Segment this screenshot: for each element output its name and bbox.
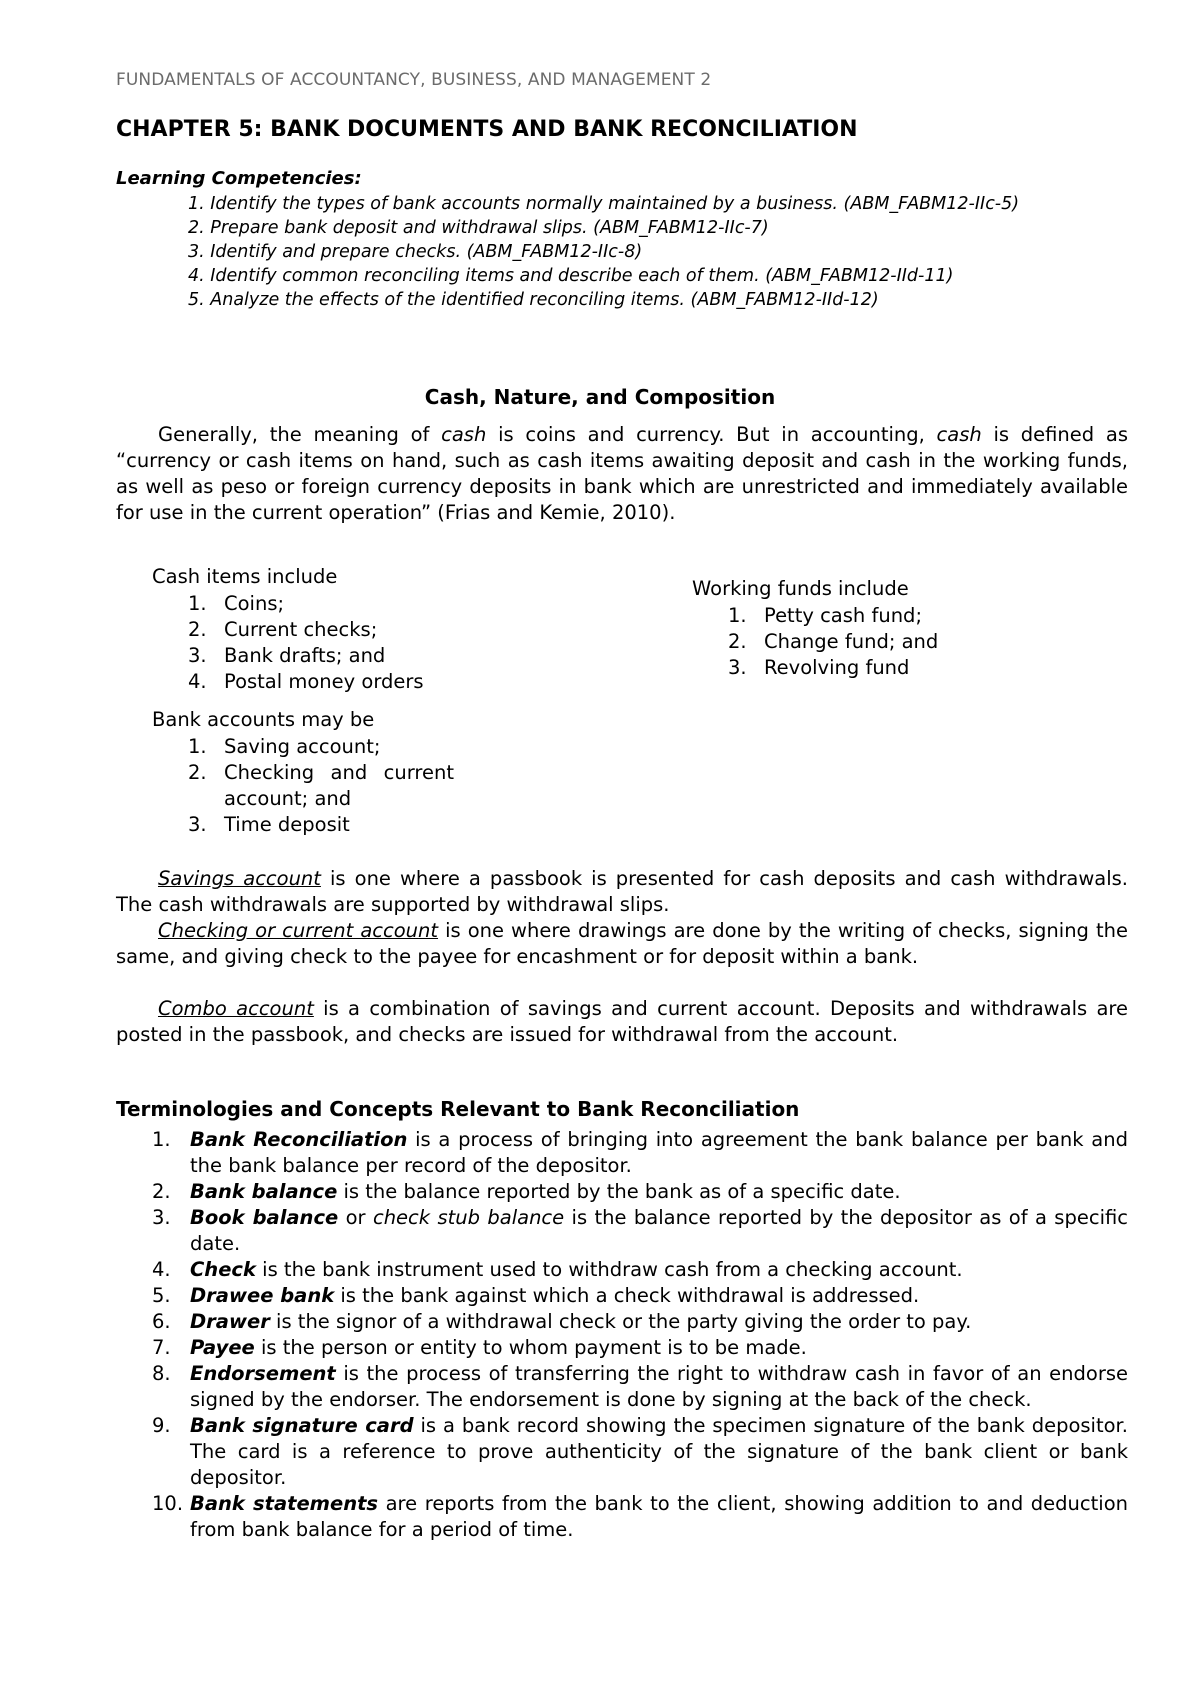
list-item: 7. Payee is the person or entity to whom payment is to be made. bbox=[152, 1336, 807, 1359]
list-item: 3. Revolving fund bbox=[728, 656, 910, 679]
list-item: 3. Time deposit bbox=[188, 813, 350, 836]
cash-definition-paragraph: Generally, the meaning of cash is coins and currency. But in accounting, cash is defined as “currency or cash items on hand, such as cash items awaiting deposit and cash in the working funds, as well as peso or foreign currency deposits in bank which are unrestricted and immediately available for use in the current operation” (Frias and Kemie, 2010). bbox=[116, 423, 1128, 524]
learning-competencies-list bbox=[188, 192, 1128, 312]
list-item: 1. Bank Reconciliation is a process of bringing into agreement the bank balance per bank and the bank balance per record of the depositor. bbox=[152, 1128, 1128, 1177]
list-item: 6. Drawer is the signor of a withdrawal check or the party giving the order to pay. bbox=[152, 1310, 972, 1333]
list-item: 3. Bank drafts; and bbox=[188, 644, 386, 667]
list-item: 3. Book balance or check stub balance is the balance reported by the depositor as of a specific date. bbox=[152, 1206, 1128, 1255]
list-item: 4. Postal money orders bbox=[188, 670, 424, 693]
working-funds-list bbox=[728, 603, 1128, 681]
section-title-terminologies: Terminologies and Concepts Relevant to Bank Reconciliation bbox=[116, 1097, 800, 1121]
checking-account-definition: Checking or current account is one where drawings are done by the writing of checks, signing the same, and giving check to the payee for encashment or for deposit within a bank. bbox=[116, 919, 1128, 968]
list-item: 4. Check is the bank instrument used to withdraw cash from a checking account. bbox=[152, 1258, 963, 1281]
competency-item: 3. Identify and prepare checks. (ABM_FABM12-IIc-8) bbox=[188, 242, 643, 262]
competency-item: 4. Identify common reconciling items and describe each of them. (ABM_FABM12-IId-11) bbox=[188, 266, 954, 286]
competency-item: 2. Prepare bank deposit and withdrawal slips. (ABM_FABM12-IIc-7) bbox=[188, 218, 769, 238]
working-funds-heading: Working funds include bbox=[692, 577, 909, 600]
list-item: 1. Coins; bbox=[188, 592, 285, 615]
savings-account-definition: Savings account is one where a passbook is presented for cash deposits and cash withdrawals. The cash withdrawals are supported by withdrawal slips. bbox=[116, 867, 1128, 916]
bank-accounts-heading: Bank accounts may be bbox=[152, 708, 375, 731]
list-item: 2. Checking and current account; and bbox=[188, 761, 454, 810]
list-item: 2. Bank balance is the balance reported by the bank as of a specific date. bbox=[152, 1180, 901, 1203]
section-title-cash: Cash, Nature, and Composition bbox=[424, 385, 776, 409]
combo-account-definition: Combo account is a combination of savings and current account. Deposits and withdrawals are posted in the passbook, and checks are issued for withdrawal from the account. bbox=[116, 997, 1129, 1046]
list-item: 1. Saving account; bbox=[188, 735, 381, 758]
list-item: 2. Change fund; and bbox=[728, 630, 939, 653]
list-item: 9. Bank signature card is a bank record showing the specimen signature of the bank depositor. The card is a reference to prove authenticity of the signature of the bank client or bank depositor. bbox=[152, 1414, 1128, 1489]
terminologies-list bbox=[152, 1127, 1128, 1543]
chapter-title: CHAPTER 5: BANK DOCUMENTS AND BANK RECONCILIATION bbox=[116, 117, 858, 142]
competency-item: 5. Analyze the effects of the identified reconciling items. (ABM_FABM12-IId-12) bbox=[188, 290, 879, 310]
cash-items-heading: Cash items include bbox=[152, 565, 338, 588]
list-item: 8. Endorsement is the process of transferring the right to withdraw cash in favor of an endorse signed by the endorser. The endorsement is done by signing at the back of the check. bbox=[152, 1362, 1128, 1411]
competency-item: 1. Identify the types of bank accounts normally maintained by a business. (ABM_FABM12-IIc-5) bbox=[188, 194, 1020, 214]
bank-accounts-list bbox=[188, 734, 588, 838]
cash-items-list bbox=[188, 591, 588, 695]
learning-competencies-title: Learning Competencies: bbox=[116, 168, 362, 189]
list-item: 2. Current checks; bbox=[188, 618, 378, 641]
list-item: 1. Petty cash fund; bbox=[728, 604, 923, 627]
list-item: 10. Bank statements are reports from the bank to the client, showing addition to and deduction from bank balance for a period of time. bbox=[152, 1492, 1128, 1541]
running-header: FUNDAMENTALS OF ACCOUNTANCY, BUSINESS, AND MANAGEMENT 2 bbox=[116, 70, 712, 90]
list-item: 5. Drawee bank is the bank against which a check withdrawal is addressed. bbox=[152, 1284, 920, 1307]
